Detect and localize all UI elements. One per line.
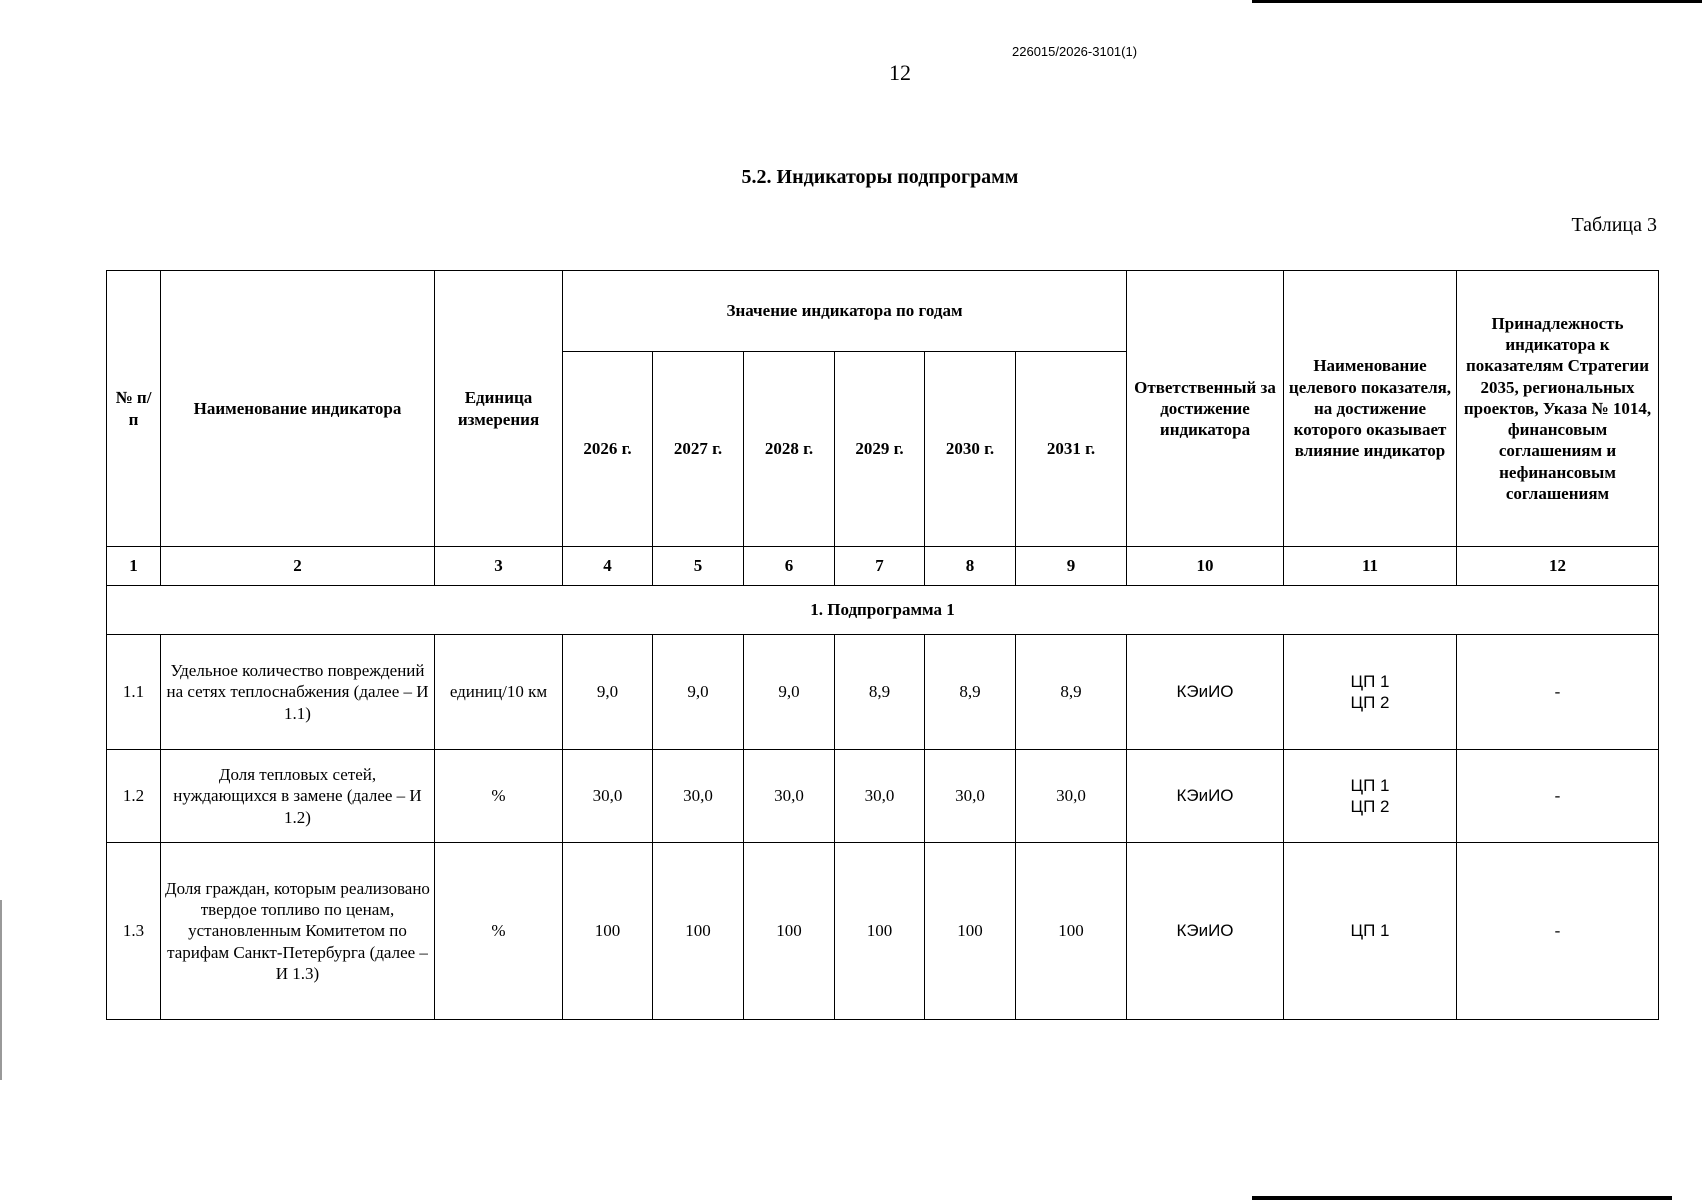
table-row <box>107 843 1659 1020</box>
row-value-2031: 100 <box>1016 843 1127 1020</box>
row-value-2030: 8,9 <box>925 635 1016 750</box>
scan-edge <box>0 900 2 1080</box>
row-target-item: ЦП 1 <box>1350 921 1390 941</box>
column-number: 2 <box>161 547 435 586</box>
header-num: № п/п <box>107 271 161 547</box>
row-value-2029: 8,9 <box>835 635 925 750</box>
table-row <box>107 635 1659 750</box>
column-number: 12 <box>1457 547 1659 586</box>
row-value-2027: 9,0 <box>653 635 744 750</box>
page-number: 12 <box>889 60 911 85</box>
header-row-top <box>107 271 1659 352</box>
row-num: 1.1 <box>107 635 161 750</box>
header-year-2031: 2031 г. <box>1016 352 1127 547</box>
header-target-indicator: Наименование целевого показателя, на достижение которого оказывает влияние индикатор <box>1284 271 1457 547</box>
row-num: 1.2 <box>107 750 161 843</box>
row-value-2030: 30,0 <box>925 750 1016 843</box>
row-responsible: КЭиИО <box>1127 635 1284 750</box>
row-value-2029: 30,0 <box>835 750 925 843</box>
row-value-2028: 9,0 <box>744 635 835 750</box>
top-scan-rule <box>1252 0 1702 3</box>
indicators-table <box>106 270 1659 1020</box>
row-value-2026: 30,0 <box>563 750 653 843</box>
column-number: 9 <box>1016 547 1127 586</box>
row-unit: единиц/10 км <box>435 635 563 750</box>
column-number: 4 <box>563 547 653 586</box>
row-unit: % <box>435 750 563 843</box>
column-numbers-row <box>107 547 1659 586</box>
row-indicator-name: Доля граждан, которым реализовано твердое топливо по ценам, установленным Комитетом по тарифам Санкт-Петербурга (далее – И 1.3) <box>161 843 435 1020</box>
row-value-2031: 8,9 <box>1016 635 1127 750</box>
row-target-item: ЦП 1 <box>1350 671 1390 691</box>
column-number: 5 <box>653 547 744 586</box>
table-row <box>107 750 1659 843</box>
header-year-2028: 2028 г. <box>744 352 835 547</box>
row-value-2026: 100 <box>563 843 653 1020</box>
bottom-scan-rule <box>1252 1196 1672 1200</box>
row-value-2026: 9,0 <box>563 635 653 750</box>
header-indicator-name: Наименование индикатора <box>161 271 435 547</box>
row-target-item: ЦП 1 <box>1350 775 1390 795</box>
header-year-2029: 2029 г. <box>835 352 925 547</box>
header-year-2027: 2027 г. <box>653 352 744 547</box>
row-value-2029: 100 <box>835 843 925 1020</box>
column-number: 1 <box>107 547 161 586</box>
row-belonging: - <box>1457 635 1659 750</box>
row-value-2027: 30,0 <box>653 750 744 843</box>
row-target <box>1284 635 1457 750</box>
header-values-by-year: Значение индикатора по годам <box>563 271 1127 352</box>
row-target-item: ЦП 2 <box>1350 693 1390 712</box>
column-number: 10 <box>1127 547 1284 586</box>
column-number: 3 <box>435 547 563 586</box>
row-value-2030: 100 <box>925 843 1016 1020</box>
row-target <box>1284 843 1457 1020</box>
subprogram-title: 1. Подпрограмма 1 <box>107 586 1659 635</box>
row-belonging: - <box>1457 843 1659 1020</box>
row-unit: % <box>435 843 563 1020</box>
row-indicator-name: Удельное количество повреждений на сетях теплоснабжения (далее – И 1.1) <box>161 635 435 750</box>
row-indicator-name: Доля тепловых сетей, нуждающихся в замене (далее – И 1.2) <box>161 750 435 843</box>
header-responsible: Ответственный за достижение индикатора <box>1127 271 1284 547</box>
column-number: 6 <box>744 547 835 586</box>
row-value-2028: 100 <box>744 843 835 1020</box>
column-number: 8 <box>925 547 1016 586</box>
header-belonging: Принадлежность индикатора к показателям Стратегии 2035, региональных проектов, Указа № 1014, финансовым соглашениям и нефинансовым соглашениям <box>1457 271 1659 547</box>
row-responsible: КЭиИО <box>1127 750 1284 843</box>
row-value-2027: 100 <box>653 843 744 1020</box>
table-label: Таблица 3 <box>1571 214 1657 236</box>
subprogram-row <box>107 586 1659 635</box>
row-target-item: ЦП 2 <box>1350 797 1390 816</box>
header-year-2026: 2026 г. <box>563 352 653 547</box>
header-unit: Единица измерения <box>435 271 563 547</box>
row-target <box>1284 750 1457 843</box>
row-responsible: КЭиИО <box>1127 843 1284 1020</box>
header-year-2030: 2030 г. <box>925 352 1016 547</box>
document-number: 226015/2026-3101(1) <box>1012 44 1138 59</box>
row-num: 1.3 <box>107 843 161 1020</box>
row-belonging: - <box>1457 750 1659 843</box>
section-title: 5.2. Индикаторы подпрограмм <box>741 166 1019 188</box>
row-value-2031: 30,0 <box>1016 750 1127 843</box>
column-number: 11 <box>1284 547 1457 586</box>
column-number: 7 <box>835 547 925 586</box>
row-value-2028: 30,0 <box>744 750 835 843</box>
